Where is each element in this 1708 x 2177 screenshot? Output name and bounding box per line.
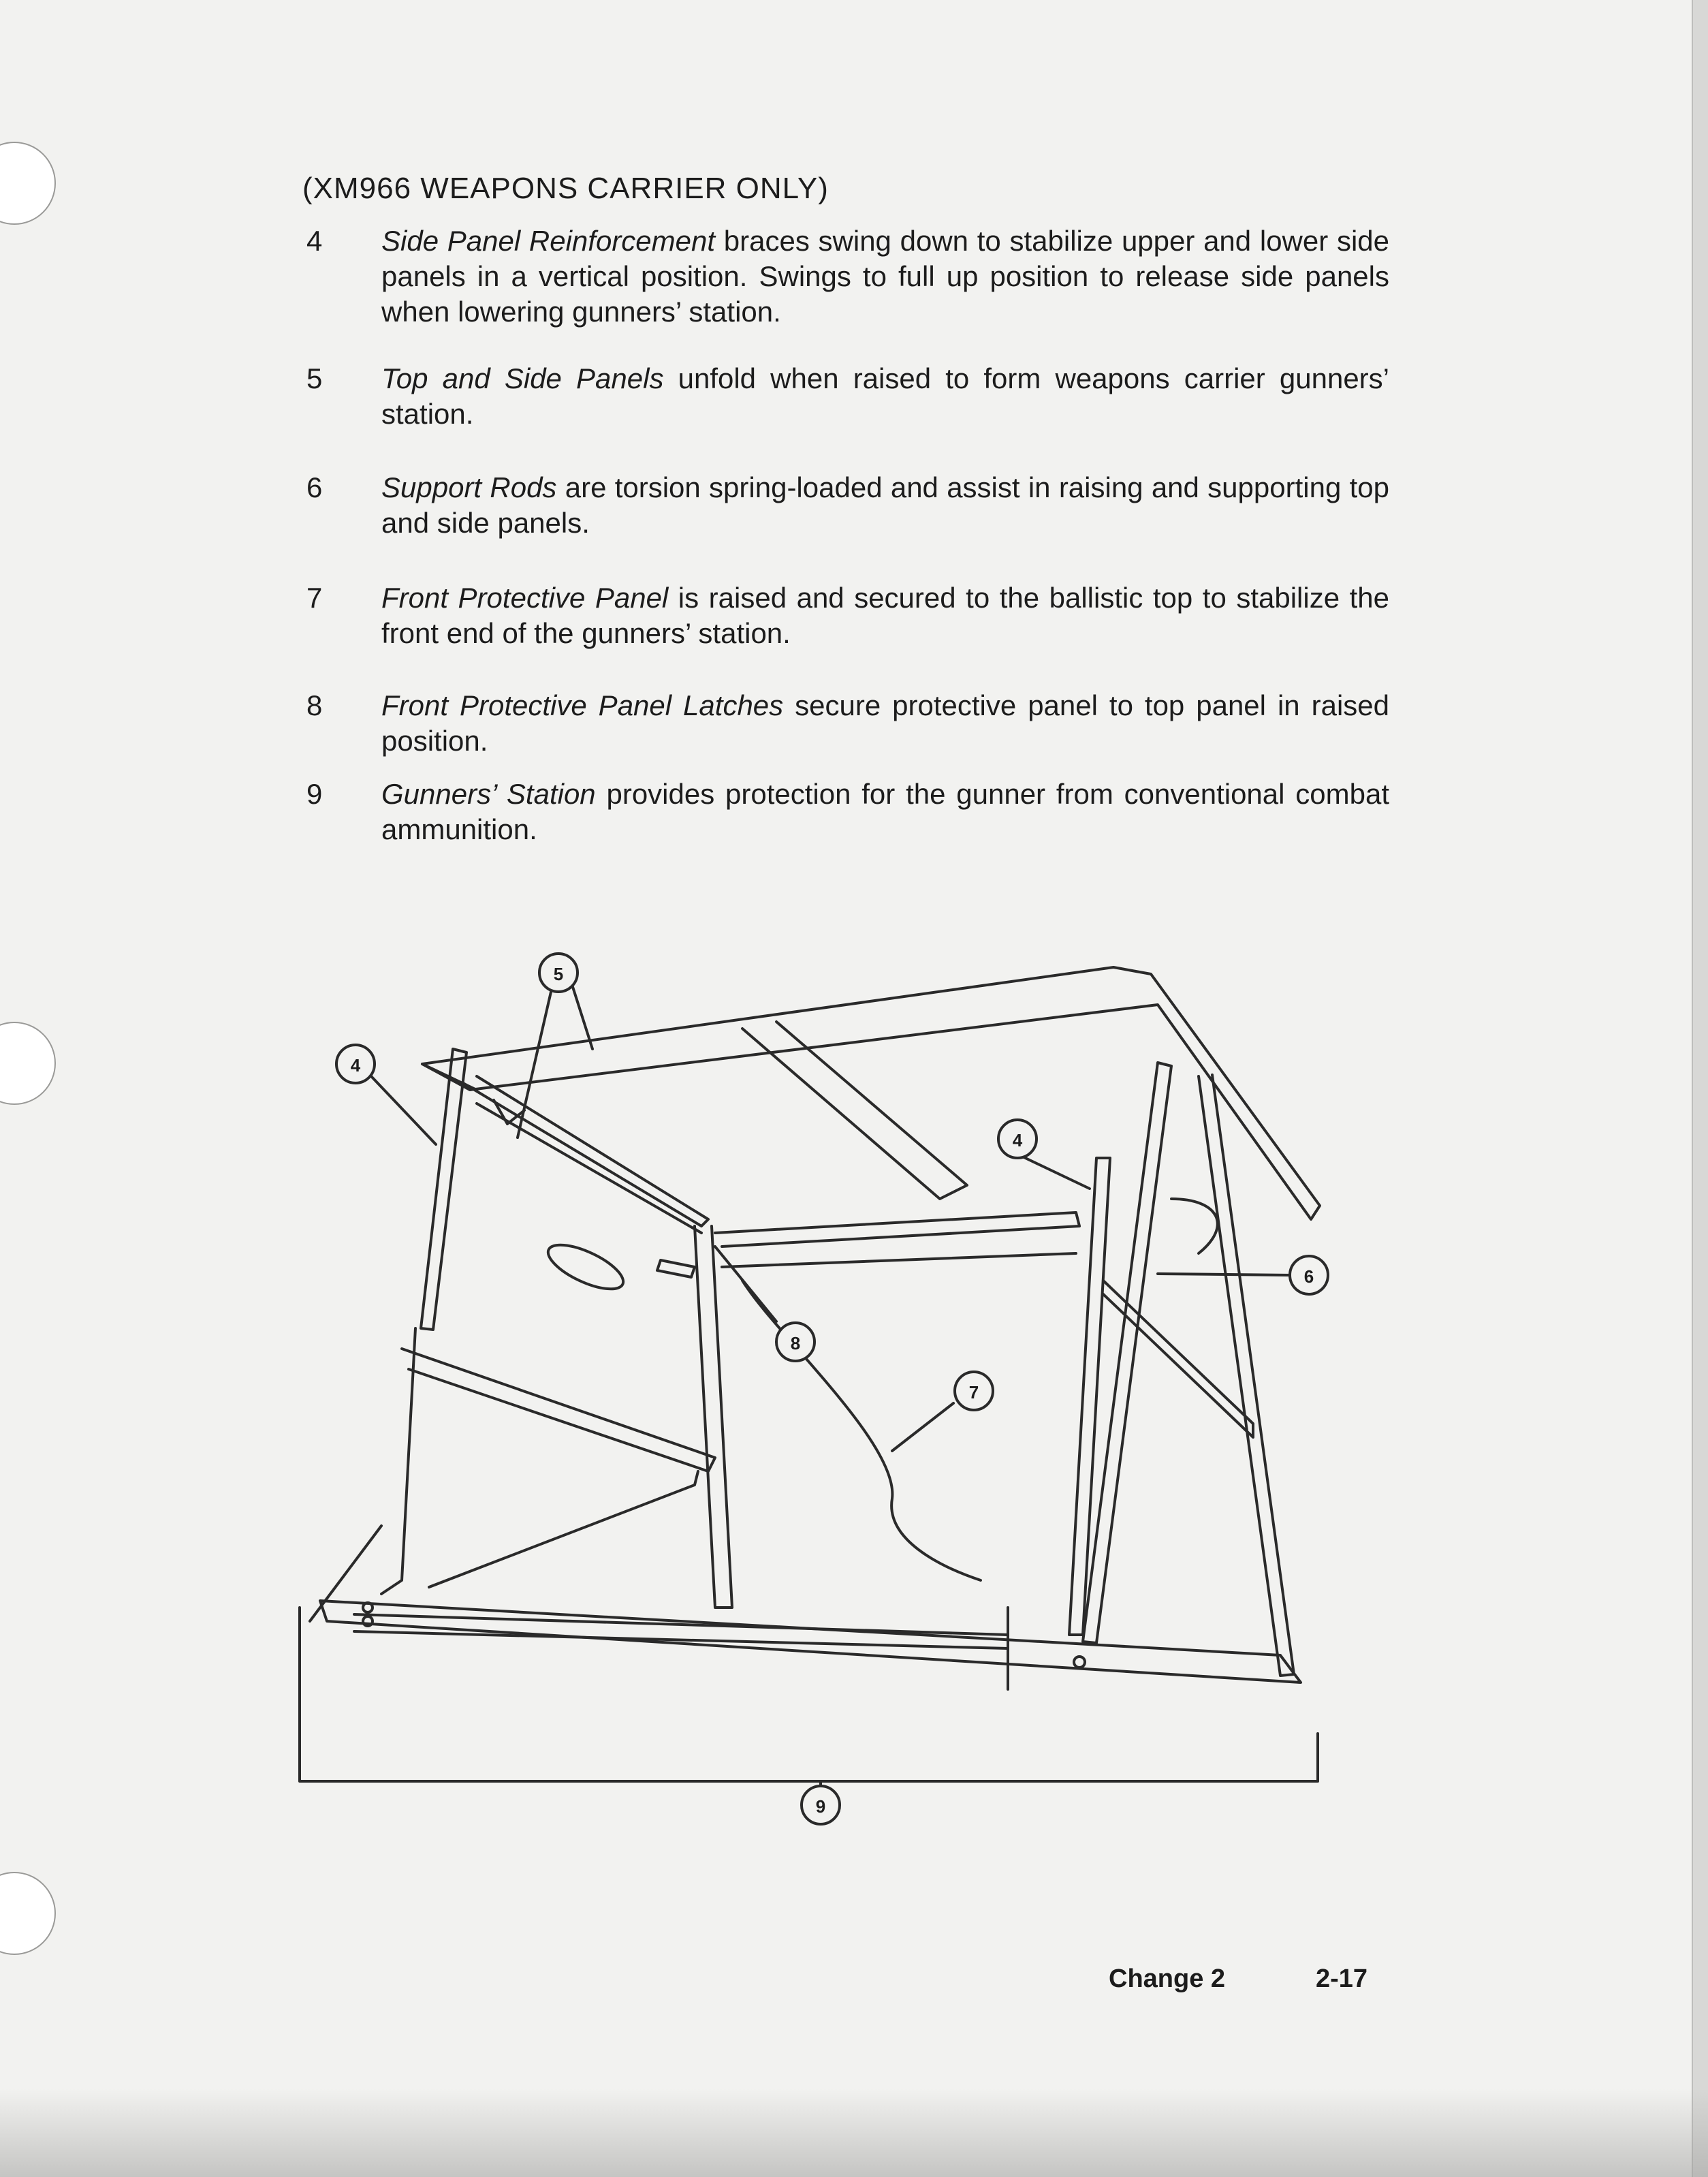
callout-label-6: 6 xyxy=(1303,1266,1314,1287)
item-term: Side Panel Reinforcement xyxy=(381,225,716,257)
item-term: Gunners’ Station xyxy=(381,778,596,810)
item-description: is raised and secured to the ballistic top to stabilize the front end of the gunners’ station. xyxy=(381,582,1389,649)
callout-label-8: 8 xyxy=(790,1333,801,1353)
front-panel-cable xyxy=(742,1281,981,1580)
right-support-rod xyxy=(1083,1063,1171,1643)
item-number: 6 xyxy=(306,471,323,503)
leader-8 xyxy=(715,1247,776,1321)
center-post xyxy=(695,1226,732,1608)
item-term: Support Rods xyxy=(381,471,557,503)
left-reinforcement xyxy=(421,1049,466,1330)
top-panel-outline xyxy=(422,967,1320,1219)
item-number: 7 xyxy=(306,582,323,614)
diagonal-brace xyxy=(429,1471,698,1587)
callout-label-9: 9 xyxy=(815,1796,826,1817)
item-number: 4 xyxy=(306,225,323,257)
item-description: provides protection for the gunner from conventional combat ammunition. xyxy=(381,778,1389,845)
front-crossbar xyxy=(715,1212,1079,1247)
callout-label-4-left: 4 xyxy=(350,1055,361,1076)
callout-label-4-right: 4 xyxy=(1012,1130,1023,1150)
leader-4a xyxy=(371,1076,436,1144)
item-number: 5 xyxy=(306,362,323,394)
item-number: 9 xyxy=(306,778,323,810)
left-panel-edge xyxy=(381,1328,415,1594)
change-label: Change 2 xyxy=(1109,1964,1226,1993)
item-term: Front Protective Panel xyxy=(381,582,669,614)
rivet xyxy=(1074,1657,1085,1667)
right-handle xyxy=(1171,1199,1218,1253)
section-heading: (XM966 WEAPONS CARRIER ONLY) xyxy=(302,172,829,205)
item-description: are torsion spring-loaded and assist in raising and supporting top and side panels. xyxy=(381,471,1389,539)
base-rail xyxy=(320,1601,1301,1682)
callout-label-7: 7 xyxy=(968,1382,979,1403)
item-description: unfold when raised to form weapons carrier gunners’ station. xyxy=(381,362,1389,430)
leader-6 xyxy=(1158,1274,1291,1275)
upper-side-rail xyxy=(463,1076,708,1226)
item-term: Front Protective Panel Latches xyxy=(381,689,784,721)
left-lower-strut xyxy=(310,1526,381,1621)
lower-side-rail xyxy=(402,1349,715,1471)
vision-slot xyxy=(542,1236,629,1298)
leader-7 xyxy=(892,1403,953,1451)
item-number: 8 xyxy=(306,689,323,721)
item-term: Top and Side Panels xyxy=(381,362,664,394)
leader-4b xyxy=(1018,1155,1090,1189)
right-rear-edge xyxy=(1199,1075,1294,1676)
right-reinforcement xyxy=(1069,1158,1110,1635)
callout-label-5: 5 xyxy=(553,964,564,984)
item-description: secure protective panel to top panel in raised position. xyxy=(381,689,1389,757)
item-description: braces swing down to stabilize upper and lower side panels in a vertical position. Swings to full up position to release side panels when lowering gunners’ station. xyxy=(381,225,1389,328)
latch-arm xyxy=(657,1260,695,1277)
top-panel-brace xyxy=(742,1022,967,1199)
front-crossbar-lower xyxy=(722,1253,1076,1267)
page-number: 2-17 xyxy=(1316,1964,1368,1993)
